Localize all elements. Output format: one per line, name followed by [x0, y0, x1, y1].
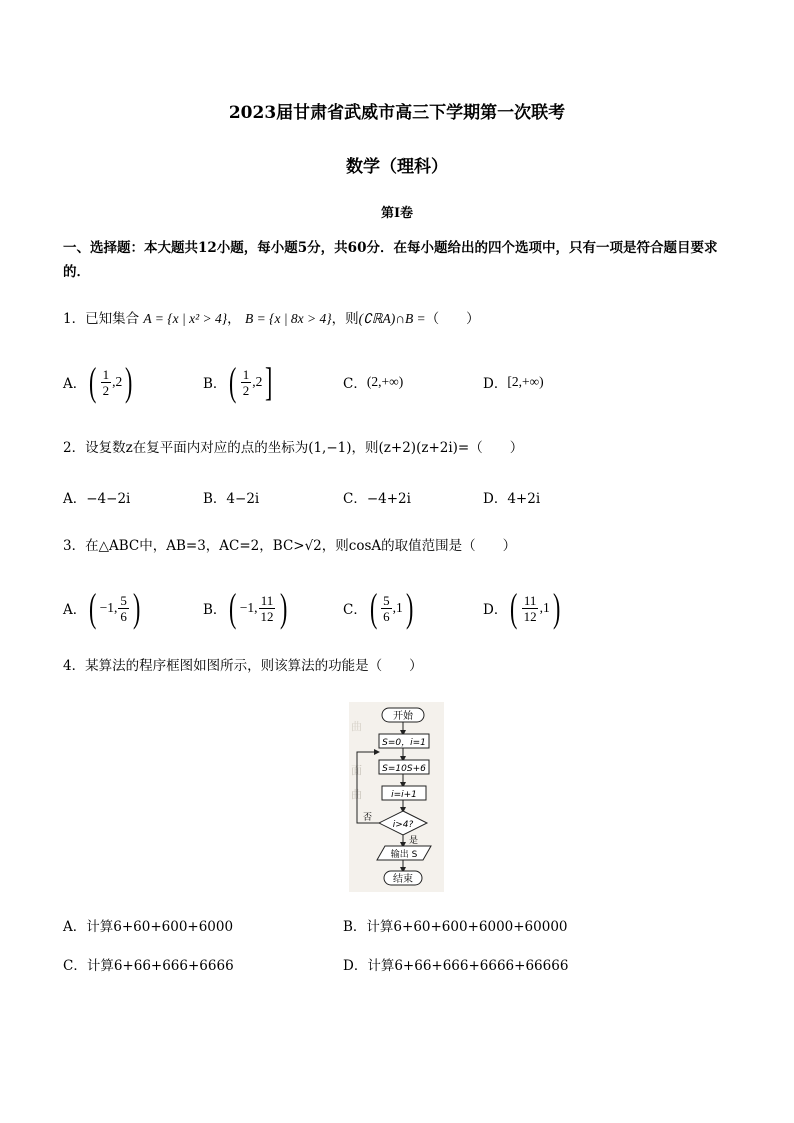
q1-set-a: A = {x | x² > 4}	[143, 311, 228, 326]
q4-option-d: D．计算6+66+666+6666+66666	[343, 958, 569, 974]
bg-mark-2: 曲	[351, 788, 362, 801]
q2-option-d: D．4+2i	[483, 491, 541, 507]
question-1-stem: 1．已知集合 A = {x | x² > 4}， B = {x | 8x > 4}，则(∁ℝA)∩B =（ ）	[63, 311, 480, 327]
q3-option-d-label: D．	[483, 602, 508, 618]
flow-yes-label: 是	[409, 836, 419, 846]
q4-option-a: A．计算6+60+600+6000	[63, 919, 234, 935]
q1-option-c-label: C．	[343, 376, 367, 392]
question-4-stem: 4．某算法的程序框图如图所示，则该算法的功能是（ ）	[63, 658, 423, 674]
q4-option-c: C．计算6+66+666+6666	[63, 958, 234, 974]
q3-option-d: D． ( $\frac{11}{12}$ ,1 )	[483, 585, 561, 630]
flow-start-label: 开始	[393, 711, 413, 722]
flow-no-label: 否	[363, 813, 373, 823]
exam-subtitle: 数学（理科）	[346, 157, 448, 177]
q1-option-b-label: B．	[203, 376, 227, 392]
q2-option-a: A．−4−2i	[63, 491, 131, 507]
flow-assign-label: S=10S+6	[382, 764, 426, 774]
q1-set-b: B = {x | 8x > 4}	[244, 311, 332, 326]
q3-option-c-label: C．	[343, 602, 367, 618]
q1-option-b: B． ( $\frac{1}{2}$ ,2 ]	[203, 359, 273, 404]
flowchart-svg	[349, 702, 444, 892]
q3-option-a: A． ( −1, $\frac{5}{6}$ )	[63, 585, 141, 630]
q4-option-b: B．计算6+60+600+6000+60000	[343, 919, 568, 935]
question-2-stem: 2．设复数z在复平面内对应的点的坐标为(1,−1)，则(z+2)(z+2i)=（ ）	[63, 440, 524, 456]
section-intro: 一、选择题：本大题共12小题，每小题5分，共60分．在每小题给出的四个选项中，只有一项是符合题目要求的．	[63, 240, 718, 280]
exam-title: 2023届甘肃省武威市高三下学期第一次联考	[228, 103, 566, 123]
bg-mark-1: 面	[351, 764, 362, 777]
q3-option-b-label: B．	[203, 602, 227, 618]
volume-label: 第Ⅰ卷	[380, 206, 414, 221]
q1-option-d-label: D．	[483, 376, 508, 392]
q1-stem-b: ，则	[331, 311, 359, 327]
q1-option-d-value: [2,+∞)	[507, 374, 544, 389]
q2-option-c: C．−4+2i	[343, 491, 411, 507]
q3-option-c: C． ( $\frac{5}{6}$ ,1 )	[343, 585, 414, 630]
q1-expr: (∁ℝA)∩B =	[358, 311, 426, 326]
flowchart-figure	[349, 702, 444, 892]
q1-option-a: A． ( $\frac{1}{2}$ ,2 )	[63, 359, 133, 404]
bg-mark-3: 曲	[351, 720, 362, 733]
q2-option-b: B．4−2i	[203, 491, 260, 507]
q1-stem-a: 已知集合	[85, 311, 140, 327]
q1-number: 1．	[63, 311, 86, 327]
q1-option-c	[343, 372, 403, 392]
q1-option-c-value: (2,+∞)	[366, 374, 404, 389]
flow-output-label: 输出 S	[390, 850, 418, 860]
flow-end-label: 结束	[393, 874, 413, 885]
q3-option-a-label: A．	[63, 602, 87, 618]
q1-stem-c: （ ）	[425, 311, 480, 327]
flow-init-label: S=0，i=1	[382, 738, 426, 748]
q3-option-b: B． ( −1, $\frac{11}{12}$ )	[203, 585, 287, 630]
q1-option-d	[483, 372, 544, 392]
flow-increment-label: i=i+1	[391, 790, 417, 800]
q1-option-a-label: A．	[63, 376, 87, 392]
question-3-stem: 3．在△ABC中，AB=3，AC=2，BC>√2，则cosA的取值范围是（ ）	[63, 538, 517, 554]
flow-condition-label: i>4?	[392, 820, 414, 830]
